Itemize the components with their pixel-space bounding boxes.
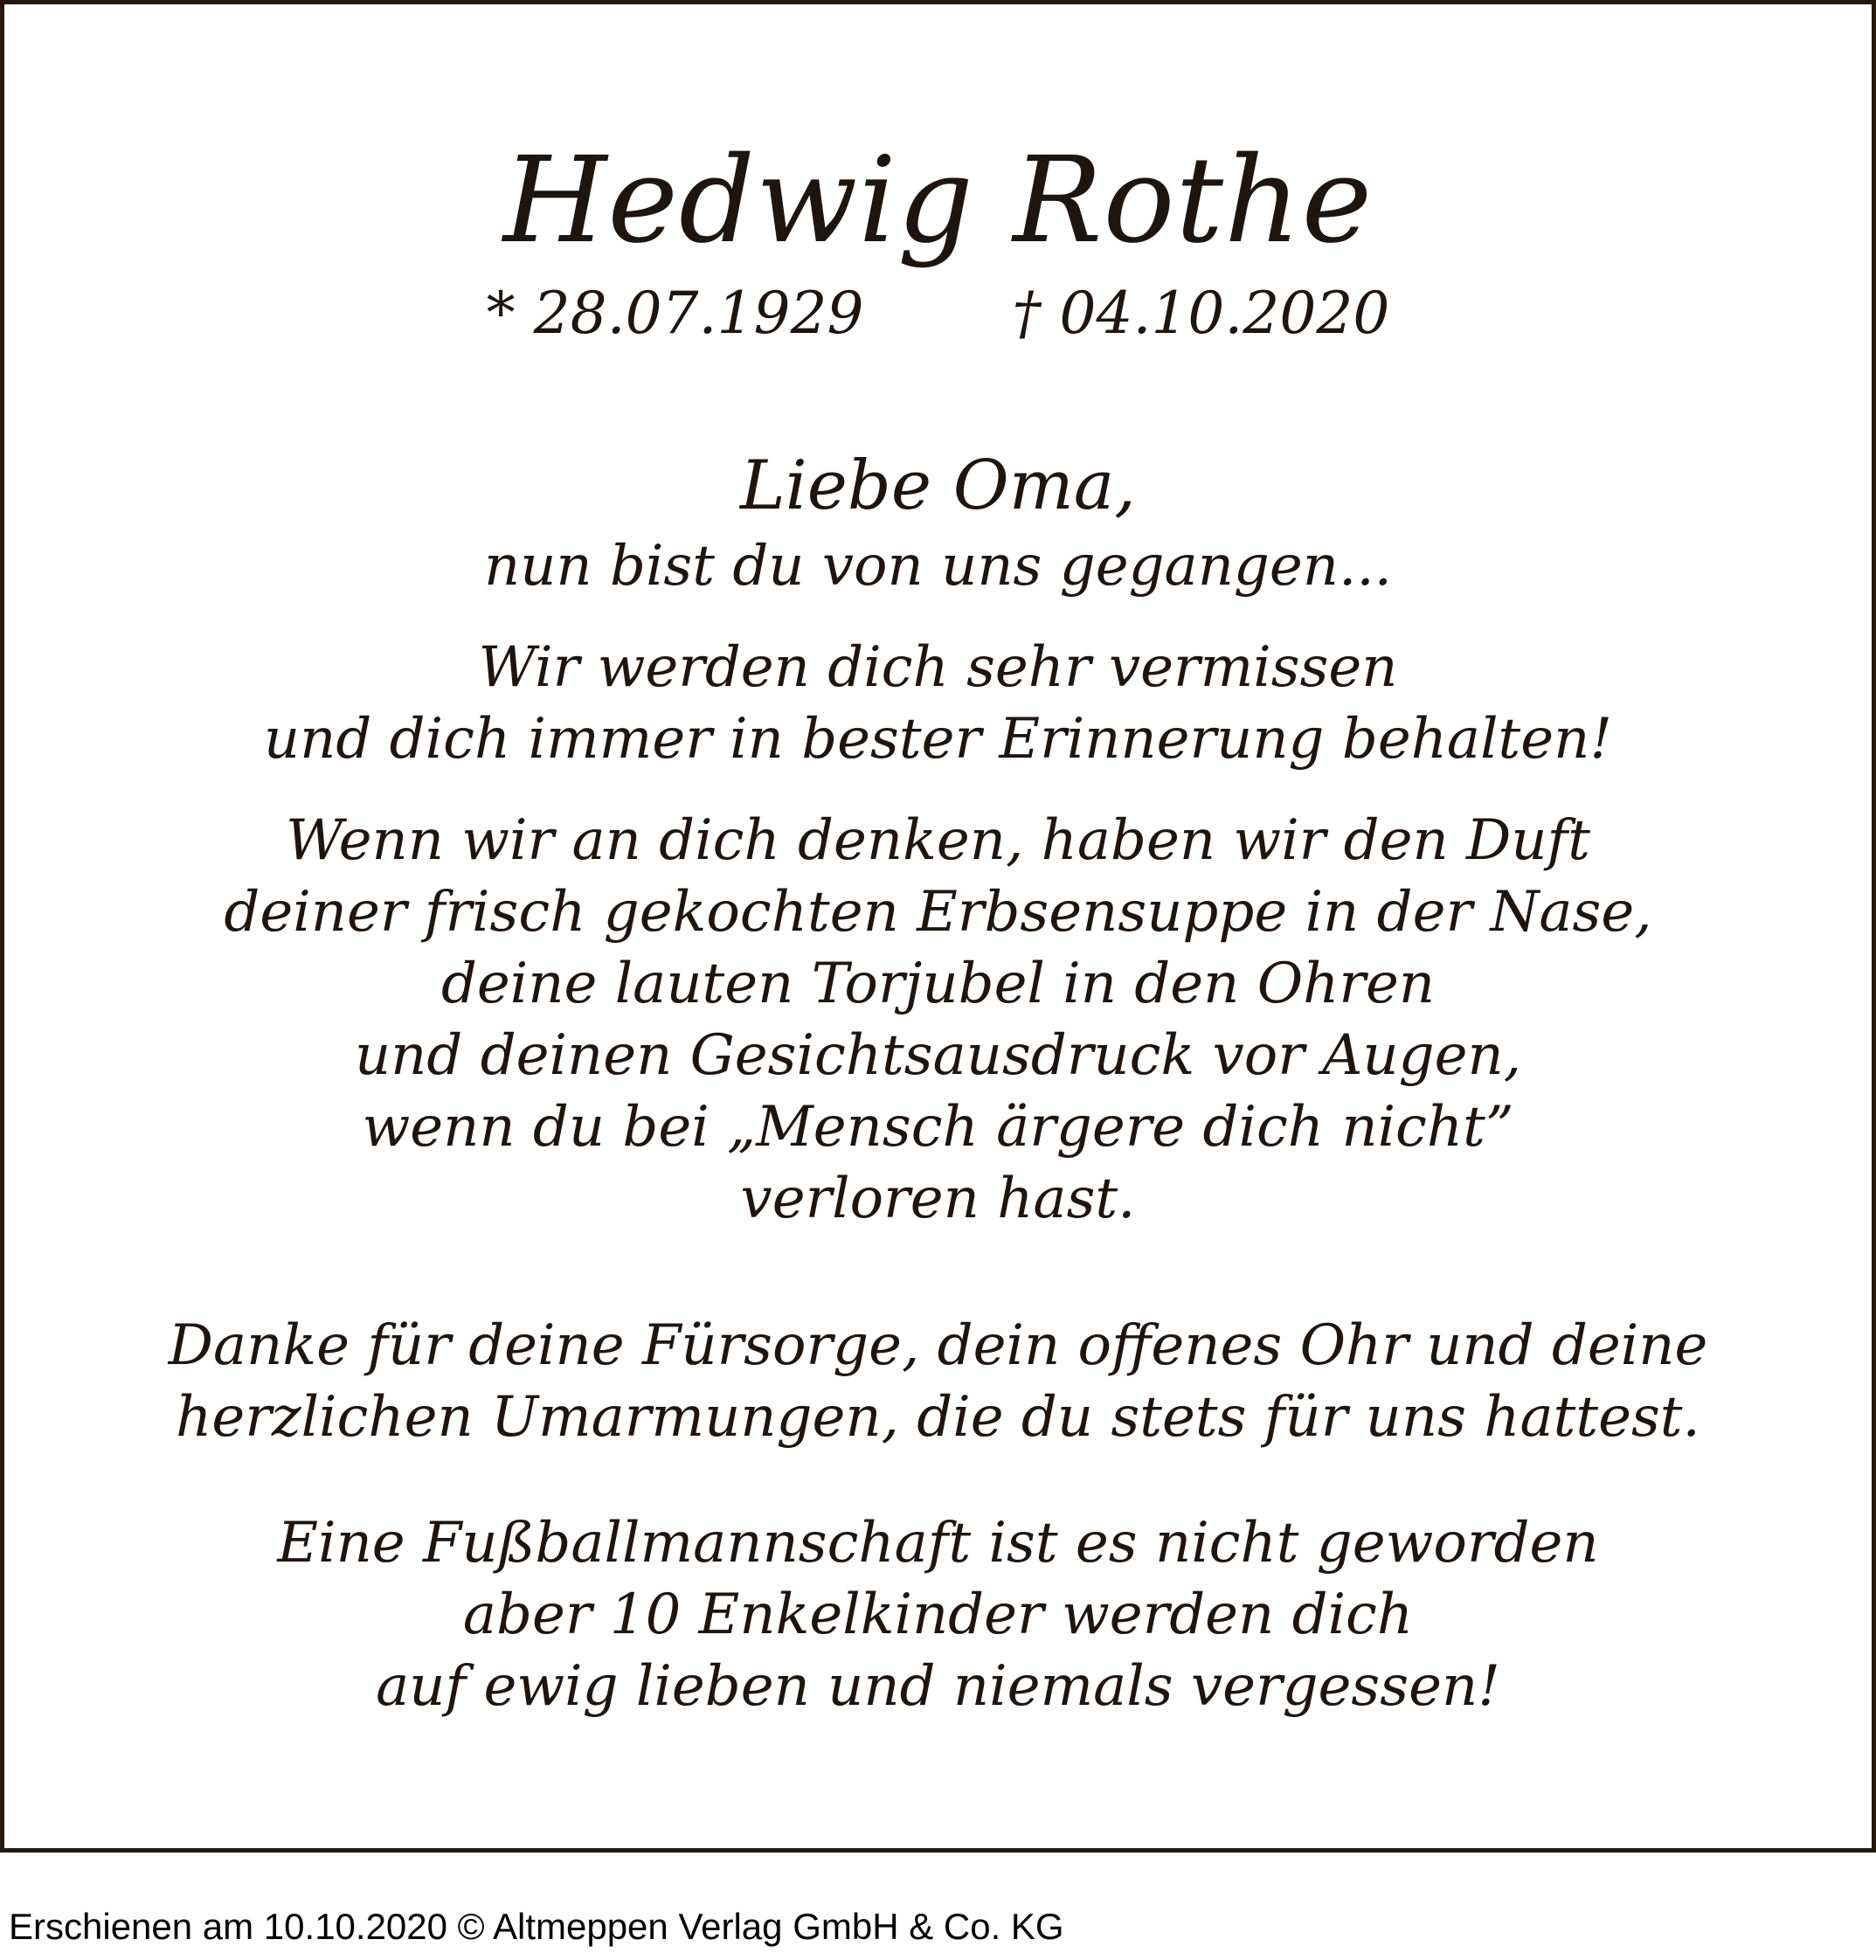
text-line: und dich immer in bester Erinnerung behalten! (263, 707, 1613, 772)
text-line: deiner frisch gekochten Erbsensuppe in der Nase, (224, 880, 1652, 945)
publication-credit: Erschienen am 10.10.2020 © Altmeppen Verlag GmbH & Co. KG (9, 1906, 1064, 1947)
text-line: Danke für deine Fürsorge, dein offenes Ohr und deine (168, 1313, 1708, 1378)
paragraph-farewell (39, 530, 1837, 602)
text-line: Eine Fußballmannschaft ist es nicht geworden (277, 1511, 1599, 1576)
text-line: wenn du bei „Mensch ärgere dich nicht” (362, 1095, 1514, 1160)
text-line: und deinen Gesichtsausdruck vor Augen, (354, 1023, 1522, 1088)
text-line: Wenn wir an dich denken, haben wir den Duft (286, 808, 1590, 873)
life-dates (39, 279, 1837, 349)
text-line: auf ewig lieben und niemals vergessen! (376, 1654, 1500, 1719)
paragraph-thanks (39, 1310, 1837, 1453)
text-line: aber 10 Enkelkinder werden dich (462, 1583, 1414, 1647)
obituary-content (39, 132, 1837, 1722)
paragraph-grandchildren (39, 1507, 1837, 1722)
text-line: Wir werden dich sehr vermissen (478, 635, 1398, 700)
text-line: verloren hast. (740, 1167, 1136, 1231)
paragraph-miss-you (39, 632, 1837, 775)
text-line: herzlichen Umarmungen, die du stets für uns hattest. (176, 1385, 1700, 1450)
text-line: deine lauten Torjubel in den Ohren (440, 952, 1436, 1016)
paragraph-memories (39, 805, 1837, 1235)
deceased-name: Hedwig Rothe (502, 132, 1374, 270)
death-date: † 04.10.2020 (1012, 280, 1390, 347)
greeting: Liebe Oma, (740, 447, 1136, 525)
birth-date: * 28.07.1929 (486, 280, 864, 347)
text-line: nun bist du von uns gegangen... (483, 534, 1393, 599)
